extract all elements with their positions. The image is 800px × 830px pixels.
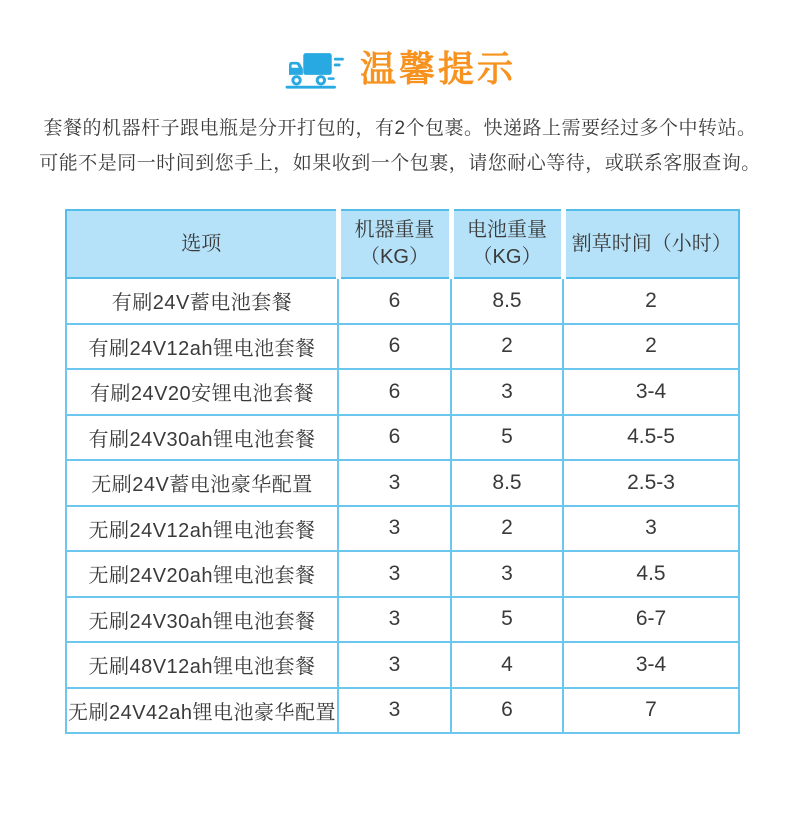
option-cell: 无刷24V12ah锂电池套餐 [66,506,338,552]
option-cell: 有刷24V蓄电池套餐 [66,278,338,324]
column-header-mow-time [563,210,739,278]
battery-weight-cell: 4 [451,642,563,688]
battery-weight-cell: 2 [451,324,563,370]
option-cell: 有刷24V30ah锂电池套餐 [66,415,338,461]
machine-weight-cell: 3 [338,551,451,597]
option-cell: 无刷24V20ah锂电池套餐 [66,551,338,597]
delivery-truck-icon [284,45,346,93]
column-header-battery-weight [451,210,563,278]
page-title: 温馨提示 [359,48,516,89]
machine-weight-cell: 3 [338,688,451,734]
battery-weight-cell: 6 [451,688,563,734]
mow-time-cell: 6-7 [563,597,739,643]
machine-weight-cell: 3 [338,460,451,506]
table-row [66,597,739,643]
mow-time-cell: 4.5-5 [563,415,739,461]
table-row [66,369,739,415]
option-cell: 无刷24V30ah锂电池套餐 [66,597,338,643]
option-cell: 有刷24V12ah锂电池套餐 [66,324,338,370]
table-row [66,278,739,324]
package-spec-table [65,209,740,734]
option-cell: 无刷24V蓄电池豪华配置 [66,460,338,506]
option-cell: 无刷24V42ah锂电池豪华配置 [66,688,338,734]
table-row [66,415,739,461]
option-cell: 无刷48V12ah锂电池套餐 [66,642,338,688]
mow-time-label: 割草时间（小时） [571,232,732,255]
table-header-row [66,210,739,278]
machine-weight-cell: 6 [338,415,451,461]
tip-header [0,44,800,94]
battery-weight-cell: 2 [451,506,563,552]
battery-weight-cell: 5 [451,597,563,643]
battery-weight-cell: 3 [451,551,563,597]
shipping-notice [0,111,800,181]
machine-weight-cell: 3 [338,642,451,688]
battery-weight-label-line2: （KG） [472,246,542,268]
mow-time-cell: 3 [563,506,739,552]
table-row [66,642,739,688]
mow-time-cell: 4.5 [563,551,739,597]
mow-time-cell: 3-4 [563,642,739,688]
machine-weight-cell: 3 [338,506,451,552]
machine-weight-cell: 3 [338,597,451,643]
battery-weight-cell: 5 [451,415,563,461]
table-row [66,460,739,506]
battery-weight-cell: 8.5 [451,278,563,324]
table-row [66,324,739,370]
mow-time-cell: 2 [563,324,739,370]
battery-weight-cell: 3 [451,369,563,415]
column-header-option [66,210,338,278]
machine-weight-cell: 6 [338,324,451,370]
column-header-machine-weight [338,210,451,278]
mow-time-cell: 7 [563,688,739,734]
machine-weight-label-line1: 机器重量 [354,219,435,241]
table-row [66,688,739,734]
notice-line-2: 可能不是同一时间到您手上，如果收到一个包裹，请您耐心等待，或联系客服查询。 [39,153,761,174]
spec-table-container [65,209,738,734]
machine-weight-cell: 6 [338,278,451,324]
table-row [66,506,739,552]
mow-time-cell: 2 [563,278,739,324]
battery-weight-label-line1: 电池重量 [467,219,547,241]
notice-line-1: 套餐的机器杆子跟电瓶是分开打包的，有2个包裹。快递路上需要经过多个中转站。 [43,118,757,139]
table-row [66,551,739,597]
mow-time-cell: 2.5-3 [563,460,739,506]
machine-weight-cell: 6 [338,369,451,415]
option-cell: 有刷24V20安锂电池套餐 [66,369,338,415]
column-header-option-label: 选项 [181,232,222,255]
battery-weight-cell: 8.5 [451,460,563,506]
machine-weight-label-line2: （KG） [360,246,429,268]
mow-time-cell: 3-4 [563,369,739,415]
